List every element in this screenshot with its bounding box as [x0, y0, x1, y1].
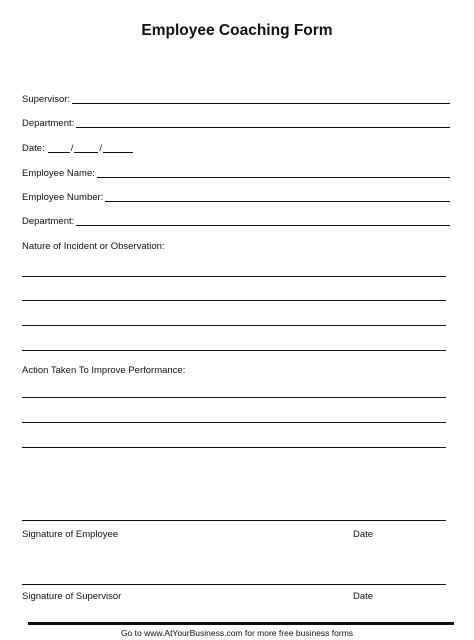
date-separator: / — [70, 143, 74, 154]
date-day-line[interactable] — [74, 143, 98, 153]
employee-name-input-line[interactable] — [97, 168, 450, 178]
date-field[interactable] — [22, 143, 133, 154]
incident-line[interactable] — [22, 276, 446, 277]
employee-signature-date-label: Date — [353, 529, 374, 540]
footer-divider — [28, 622, 454, 625]
incident-section-label: Nature of Incident or Observation: — [22, 241, 165, 252]
employee-signature-line[interactable] — [22, 520, 446, 521]
employee-name-label: Employee Name: — [22, 168, 95, 179]
department-2-field[interactable] — [22, 216, 450, 227]
incident-line[interactable] — [22, 325, 446, 326]
employee-signature-label: Signature of Employee — [22, 529, 119, 540]
department-2-label: Department: — [22, 216, 75, 227]
date-month-line[interactable] — [48, 143, 70, 153]
employee-number-label: Employee Number: — [22, 192, 104, 203]
supervisor-signature-label: Signature of Supervisor — [22, 591, 122, 602]
employee-number-input-line[interactable] — [105, 192, 450, 202]
incident-line[interactable] — [22, 350, 446, 351]
form-title: Employee Coaching Form — [141, 22, 333, 39]
action-section-label: Action Taken To Improve Performance: — [22, 365, 186, 376]
action-line[interactable] — [22, 397, 446, 398]
supervisor-label: Supervisor: — [22, 94, 71, 105]
date-label: Date: — [22, 143, 45, 154]
date-year-line[interactable] — [103, 143, 133, 153]
department-field[interactable] — [22, 118, 450, 129]
action-line[interactable] — [22, 447, 446, 448]
incident-line[interactable] — [22, 300, 446, 301]
department-2-input-line[interactable] — [76, 216, 450, 226]
date-separator: / — [99, 143, 102, 154]
footer-text: Go to www.AtYourBusiness.com for more free business forms — [120, 628, 354, 638]
supervisor-input-line[interactable] — [72, 94, 450, 104]
employee-number-field[interactable] — [22, 192, 450, 203]
department-label: Department: — [22, 118, 75, 129]
supervisor-signature-line[interactable] — [22, 584, 446, 585]
action-line[interactable] — [22, 422, 446, 423]
supervisor-field[interactable] — [22, 94, 450, 105]
employee-name-field[interactable] — [22, 168, 450, 179]
supervisor-signature-date-label: Date — [353, 591, 374, 602]
department-input-line[interactable] — [76, 118, 450, 128]
